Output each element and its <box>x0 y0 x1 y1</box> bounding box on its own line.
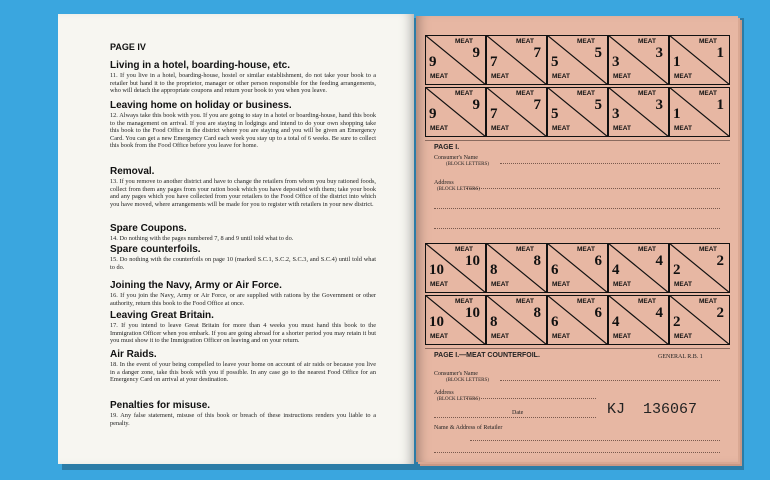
dotted-line <box>466 188 720 189</box>
meat-coupon <box>669 243 730 293</box>
meat-coupon <box>547 35 608 85</box>
section-title: Penalties for misuse. <box>110 400 211 411</box>
meat-label: MEAT <box>674 73 692 80</box>
meat-label: MEAT <box>455 90 473 97</box>
serial-digits: 136067 <box>643 401 698 418</box>
instruction-section <box>110 166 376 208</box>
meat-label: MEAT <box>613 281 631 288</box>
coupon-number: 6 <box>594 305 602 321</box>
address-label: Address <box>434 180 454 186</box>
section-title: Leaving Great Britain. <box>110 310 214 321</box>
coupon-number: 2 <box>716 253 724 269</box>
instruction-section <box>110 223 376 243</box>
meat-label: MEAT <box>516 298 534 305</box>
coupon-number: 9 <box>429 54 437 70</box>
meat-coupon <box>547 87 608 137</box>
coupon-number: 1 <box>673 54 681 70</box>
meat-coupon <box>425 35 486 85</box>
divider <box>425 140 730 141</box>
meat-label: MEAT <box>516 246 534 253</box>
meat-label: MEAT <box>577 90 595 97</box>
coupon-number: 7 <box>490 106 498 122</box>
meat-label: MEAT <box>699 246 717 253</box>
meat-coupon <box>669 87 730 137</box>
block-letters-note: (BLOCK LETTERS) <box>437 397 480 402</box>
meat-label: MEAT <box>613 125 631 132</box>
meat-coupon <box>547 243 608 293</box>
coupon-number: 5 <box>551 106 559 122</box>
coupon-number: 1 <box>716 97 724 113</box>
instruction-section <box>110 400 376 427</box>
section-body: 19. Any false statement, misuse of this book or breach of these instructions renders you liable to a penalty. <box>110 412 376 427</box>
coupon-row <box>425 295 730 345</box>
serial-prefix: KJ <box>607 401 626 418</box>
meat-label: MEAT <box>491 73 509 80</box>
meat-label: MEAT <box>516 38 534 45</box>
coupon-number: 6 <box>551 314 559 330</box>
retailer-label: Name & Address of Retailer <box>434 425 503 431</box>
instruction-section <box>110 349 376 384</box>
coupon-number: 7 <box>490 54 498 70</box>
section-body: 12. Always take this book with you. If you are going to stay in a hotel or boarding-house, hand this book to the management on arrival. If you are staying in lodgings and intend to do your own shopping take this book to the Food Office in the district where you are staying and you will be given an Emergency Card. You can get a new Emergency Card each week you stay up to a total of 6 weeks. Be sure to collect this book from the Food Office before you leave for home. <box>110 112 376 150</box>
coupon-number: 8 <box>490 314 498 330</box>
coupon-number: 9 <box>472 97 480 113</box>
coupon-number: 9 <box>429 106 437 122</box>
meat-coupon <box>669 35 730 85</box>
address-label-2: Address <box>434 390 454 396</box>
coupon-number: 4 <box>612 262 620 278</box>
dotted-line <box>434 208 720 209</box>
meat-label: MEAT <box>699 38 717 45</box>
meat-coupon <box>425 295 486 345</box>
coupon-number: 5 <box>594 97 602 113</box>
coupon-row <box>425 243 730 293</box>
meat-coupon <box>486 243 547 293</box>
meat-label: MEAT <box>430 73 448 80</box>
meat-coupon <box>486 87 547 137</box>
section-body: 18. In the event of your being compelled to leave your home on account of air raids or because you live in a danger zone, take this book with you if possible. In any case go to the nearest Food Office for an Emergency Card on arrival at your destination. <box>110 361 376 384</box>
dotted-line <box>500 380 720 381</box>
meat-label: MEAT <box>455 246 473 253</box>
coupon-number: 3 <box>612 106 620 122</box>
counterfoil-label: PAGE I.—MEAT COUNTERFOIL. <box>434 352 540 359</box>
meat-label: MEAT <box>577 298 595 305</box>
consumer-name-label-2: Consumer's Name <box>434 371 478 377</box>
dotted-line <box>434 228 720 229</box>
meat-label: MEAT <box>638 298 656 305</box>
coupon-number: 10 <box>429 262 444 278</box>
meat-label: MEAT <box>638 246 656 253</box>
section-title: Joining the Navy, Army or Air Force. <box>110 280 282 291</box>
coupon-number: 3 <box>655 45 663 61</box>
coupon-number: 10 <box>465 305 480 321</box>
meat-coupon <box>486 35 547 85</box>
meat-label: MEAT <box>577 38 595 45</box>
coupon-number: 2 <box>673 314 681 330</box>
coupon-number: 4 <box>612 314 620 330</box>
coupon-number: 6 <box>551 262 559 278</box>
meat-label: MEAT <box>577 246 595 253</box>
meat-label: MEAT <box>455 298 473 305</box>
coupon-number: 1 <box>673 106 681 122</box>
meat-label: MEAT <box>699 90 717 97</box>
dotted-line <box>500 163 720 164</box>
instruction-section <box>110 60 376 95</box>
coupon-number: 3 <box>612 54 620 70</box>
meat-label: MEAT <box>430 281 448 288</box>
meat-coupon <box>425 87 486 137</box>
section-title: Removal. <box>110 166 155 177</box>
coupon-number: 10 <box>465 253 480 269</box>
meat-label: MEAT <box>455 38 473 45</box>
meat-label: MEAT <box>674 125 692 132</box>
dotted-line <box>466 398 596 399</box>
meat-label: MEAT <box>430 125 448 132</box>
meat-coupon <box>608 295 669 345</box>
block-letters-note: (BLOCK LETTERS) <box>437 187 480 192</box>
meat-coupon <box>608 87 669 137</box>
coupon-number: 5 <box>594 45 602 61</box>
instruction-section <box>110 100 376 150</box>
coupon-number: 8 <box>490 262 498 278</box>
section-body: 14. Do nothing with the pages numbered 7, 8 and 9 until told what to do. <box>110 235 294 242</box>
meat-label: MEAT <box>552 125 570 132</box>
section-title: Air Raids. <box>110 349 157 360</box>
instruction-section <box>110 244 376 271</box>
general-code: GENERAL R.B. 1 <box>658 354 703 360</box>
consumer-name-label: Consumer's Name <box>434 155 478 161</box>
dotted-line <box>434 417 596 418</box>
coupon-number: 3 <box>655 97 663 113</box>
section-title: Spare counterfoils. <box>110 244 201 255</box>
instruction-section <box>110 310 376 345</box>
meat-label: MEAT <box>491 333 509 340</box>
meat-label: MEAT <box>491 281 509 288</box>
meat-label: MEAT <box>552 73 570 80</box>
serial-number <box>607 401 697 418</box>
section-body: 11. If you live in a hotel, boarding-house, hostel or similar establishment, do not take your book to a retailer but hand it to the proprietor, manager or other person responsible for the feeding arrangements, who will detach the appropriate coupons and return your book to you when you leave. <box>110 72 376 95</box>
instruction-section <box>110 280 376 307</box>
coupon-number: 8 <box>533 305 541 321</box>
meat-label: MEAT <box>430 333 448 340</box>
meat-label: MEAT <box>638 38 656 45</box>
coupon-number: 9 <box>472 45 480 61</box>
coupon-number: 2 <box>716 305 724 321</box>
dotted-line <box>470 440 720 441</box>
meat-label: MEAT <box>516 90 534 97</box>
meat-label: MEAT <box>552 333 570 340</box>
meat-coupon <box>486 295 547 345</box>
coupon-number: 8 <box>533 253 541 269</box>
coupon-number: 7 <box>533 97 541 113</box>
coupon-number: 7 <box>533 45 541 61</box>
page-label: PAGE IV <box>110 42 146 52</box>
block-letters-note: (BLOCK LETTERS) <box>446 162 489 167</box>
meat-coupon <box>425 243 486 293</box>
meat-coupon <box>547 295 608 345</box>
divider <box>425 348 730 349</box>
coupon-row <box>425 87 730 137</box>
coupon-number: 10 <box>429 314 444 330</box>
coupon-number: 4 <box>655 305 663 321</box>
meat-label: MEAT <box>674 281 692 288</box>
section-body: 15. Do nothing with the counterfoils on page 10 (marked S.C.1, S.C.2, S.C.3, and S.C.4) until told what to do. <box>110 256 376 271</box>
meat-label: MEAT <box>552 281 570 288</box>
coupon-row <box>425 35 730 85</box>
section-title: Spare Coupons. <box>110 223 187 234</box>
section-body: 16. If you join the Navy, Army or Air Force, or are supplied with rations by the Government or other authority, return this book to the Food Office at once. <box>110 292 376 307</box>
meat-label: MEAT <box>674 333 692 340</box>
coupon-number: 6 <box>594 253 602 269</box>
coupon-number: 4 <box>655 253 663 269</box>
section-body: 17. If you intend to leave Great Britain for more than 4 weeks you must hand this book to the Immigration Officer when you embark. If you are going abroad for a shorter period you may retain it but you must show it to the Immigration Officer on leaving and on your return. <box>110 322 376 345</box>
meat-label: MEAT <box>491 125 509 132</box>
coupon-number: 2 <box>673 262 681 278</box>
meat-coupon <box>669 295 730 345</box>
block-letters-note: (BLOCK LETTERS) <box>446 378 489 383</box>
section-title: Living in a hotel, boarding-house, etc. <box>110 60 291 71</box>
meat-coupon <box>608 35 669 85</box>
meat-label: MEAT <box>699 298 717 305</box>
section-title: Leaving home on holiday or business. <box>110 100 292 111</box>
coupon-number: 1 <box>716 45 724 61</box>
meat-label: MEAT <box>613 333 631 340</box>
meat-label: MEAT <box>638 90 656 97</box>
meat-coupon <box>608 243 669 293</box>
dotted-line <box>434 452 720 453</box>
coupon-number: 5 <box>551 54 559 70</box>
date-label: Date <box>512 410 524 416</box>
page-label-top: PAGE I. <box>434 144 460 151</box>
section-body: 13. If you remove to another district and have to change the retailers from whom you buy rationed foods, collect from them any pages from your ration book which you have deposited with them; take your book and any pages which you have collected from your retailers to the Food Office of the district into which you have moved, where arrangements will be made for you to register with retailers in your new district. <box>110 178 376 208</box>
meat-label: MEAT <box>613 73 631 80</box>
